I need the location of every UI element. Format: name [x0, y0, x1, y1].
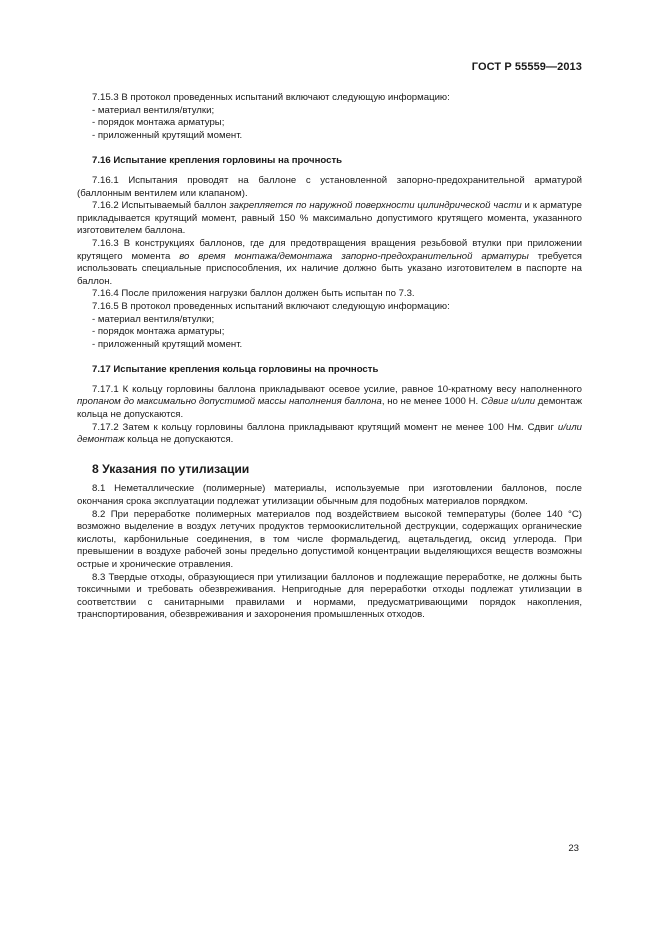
page-content	[77, 92, 582, 622]
paragraph-7-17-1: 7.17.1 К кольцу горловины баллона прикладывают осевое усилие, равное 10-кратному весу наполненного пропаном до максимально допустимой массы наполнения баллона, но не менее 1000 Н. Сдвиг и/или демонтаж кольца не допускаются.	[77, 383, 582, 421]
list-item: - порядок монтажа арматуры;	[92, 326, 225, 338]
list-item: - приложенный крутящий момент.	[92, 338, 243, 350]
paragraph-8-3: 8.3 Твердые отходы, образующиеся при утилизации баллонов и подлежащие переработке, не должны быть токсичными и требовать обезвреживания. Непригодные для переработки отходы подлежат утилизации в соответствии с санитарными правилами и нормами, предусматривающими порядок накопления, транспортирования, обезвреживания и захоронения промышленных отходов.	[77, 571, 582, 621]
list-item: - материал вентиля/втулки;	[92, 104, 215, 116]
list-item: - порядок монтажа арматуры;	[92, 117, 225, 129]
section-heading-7-17: 7.17 Испытание крепления кольца горловины на прочность	[92, 364, 379, 376]
paragraph-7-17-2: 7.17.2 Затем к кольцу горловины баллона прикладывают крутящий момент не менее 100 Нм. Сдвиг и/или демонтаж кольца не допускаются.	[77, 421, 582, 446]
paragraph-7-16-3: 7.16.3 В конструкциях баллонов, где для предотвращения вращения резьбовой втулки при приложении крутящего момента во время монтажа/демонтажа запорно-предохранительной арматуры требуется использовать специальные приспособления, их наличие должно быть указано изготовителем в паспорте на баллон.	[77, 237, 582, 287]
paragraph-8-2: 8.2 При переработке полимерных материалов под воздействием высокой температуры (более 140 °С) возможно выделение в воздух летучих продуктов термоокислительной деструкции, содержащих органические кислоты, карбонильные соединения, в том числе формальдегид, ацетальдегид, оксид углерода. При превышении в воздухе рабочей зоны предельно допустимой концентрации выделяющихся веществ возможны острые и хронические отравления.	[77, 508, 582, 570]
paragraph-7-15-3: 7.15.3 В протокол проведенных испытаний включают следующую информацию:	[92, 92, 450, 103]
page-number: 23	[568, 843, 579, 854]
section-heading-8: 8 Указания по утилизации	[92, 461, 250, 476]
list-item: - материал вентиля/втулки;	[92, 313, 215, 325]
standard-header: ГОСТ Р 55559—2013	[471, 61, 582, 73]
paragraph-7-16-1: 7.16.1 Испытания проводят на баллоне с установленной запорно-предохранительной арматурой (баллонным вентилем или клапаном).	[77, 174, 582, 199]
section-heading-7-16: 7.16 Испытание крепления горловины на прочность	[92, 155, 343, 167]
paragraph-7-16-2: 7.16.2 Испытываемый баллон закрепляется по наружной поверхности цилиндрической части и к арматуре прикладывается крутящий момент, равный 150 % максимально допустимого крутящего момента, указанного изготовителем баллона.	[77, 200, 582, 237]
list-item: - приложенный крутящий момент.	[92, 129, 243, 141]
paragraph-7-16-4: 7.16.4 После приложения нагрузки баллон должен быть испытан по 7.3.	[92, 288, 415, 300]
paragraph-7-16-5: 7.16.5 В протокол проведенных испытаний включают следующую информацию:	[92, 300, 450, 312]
paragraph-8-1: 8.1 Неметаллические (полимерные) материалы, используемые при изготовлении баллонов, после окончания срока эксплуатации подлежат утилизации обычным для подобных материалов порядком.	[77, 483, 582, 508]
